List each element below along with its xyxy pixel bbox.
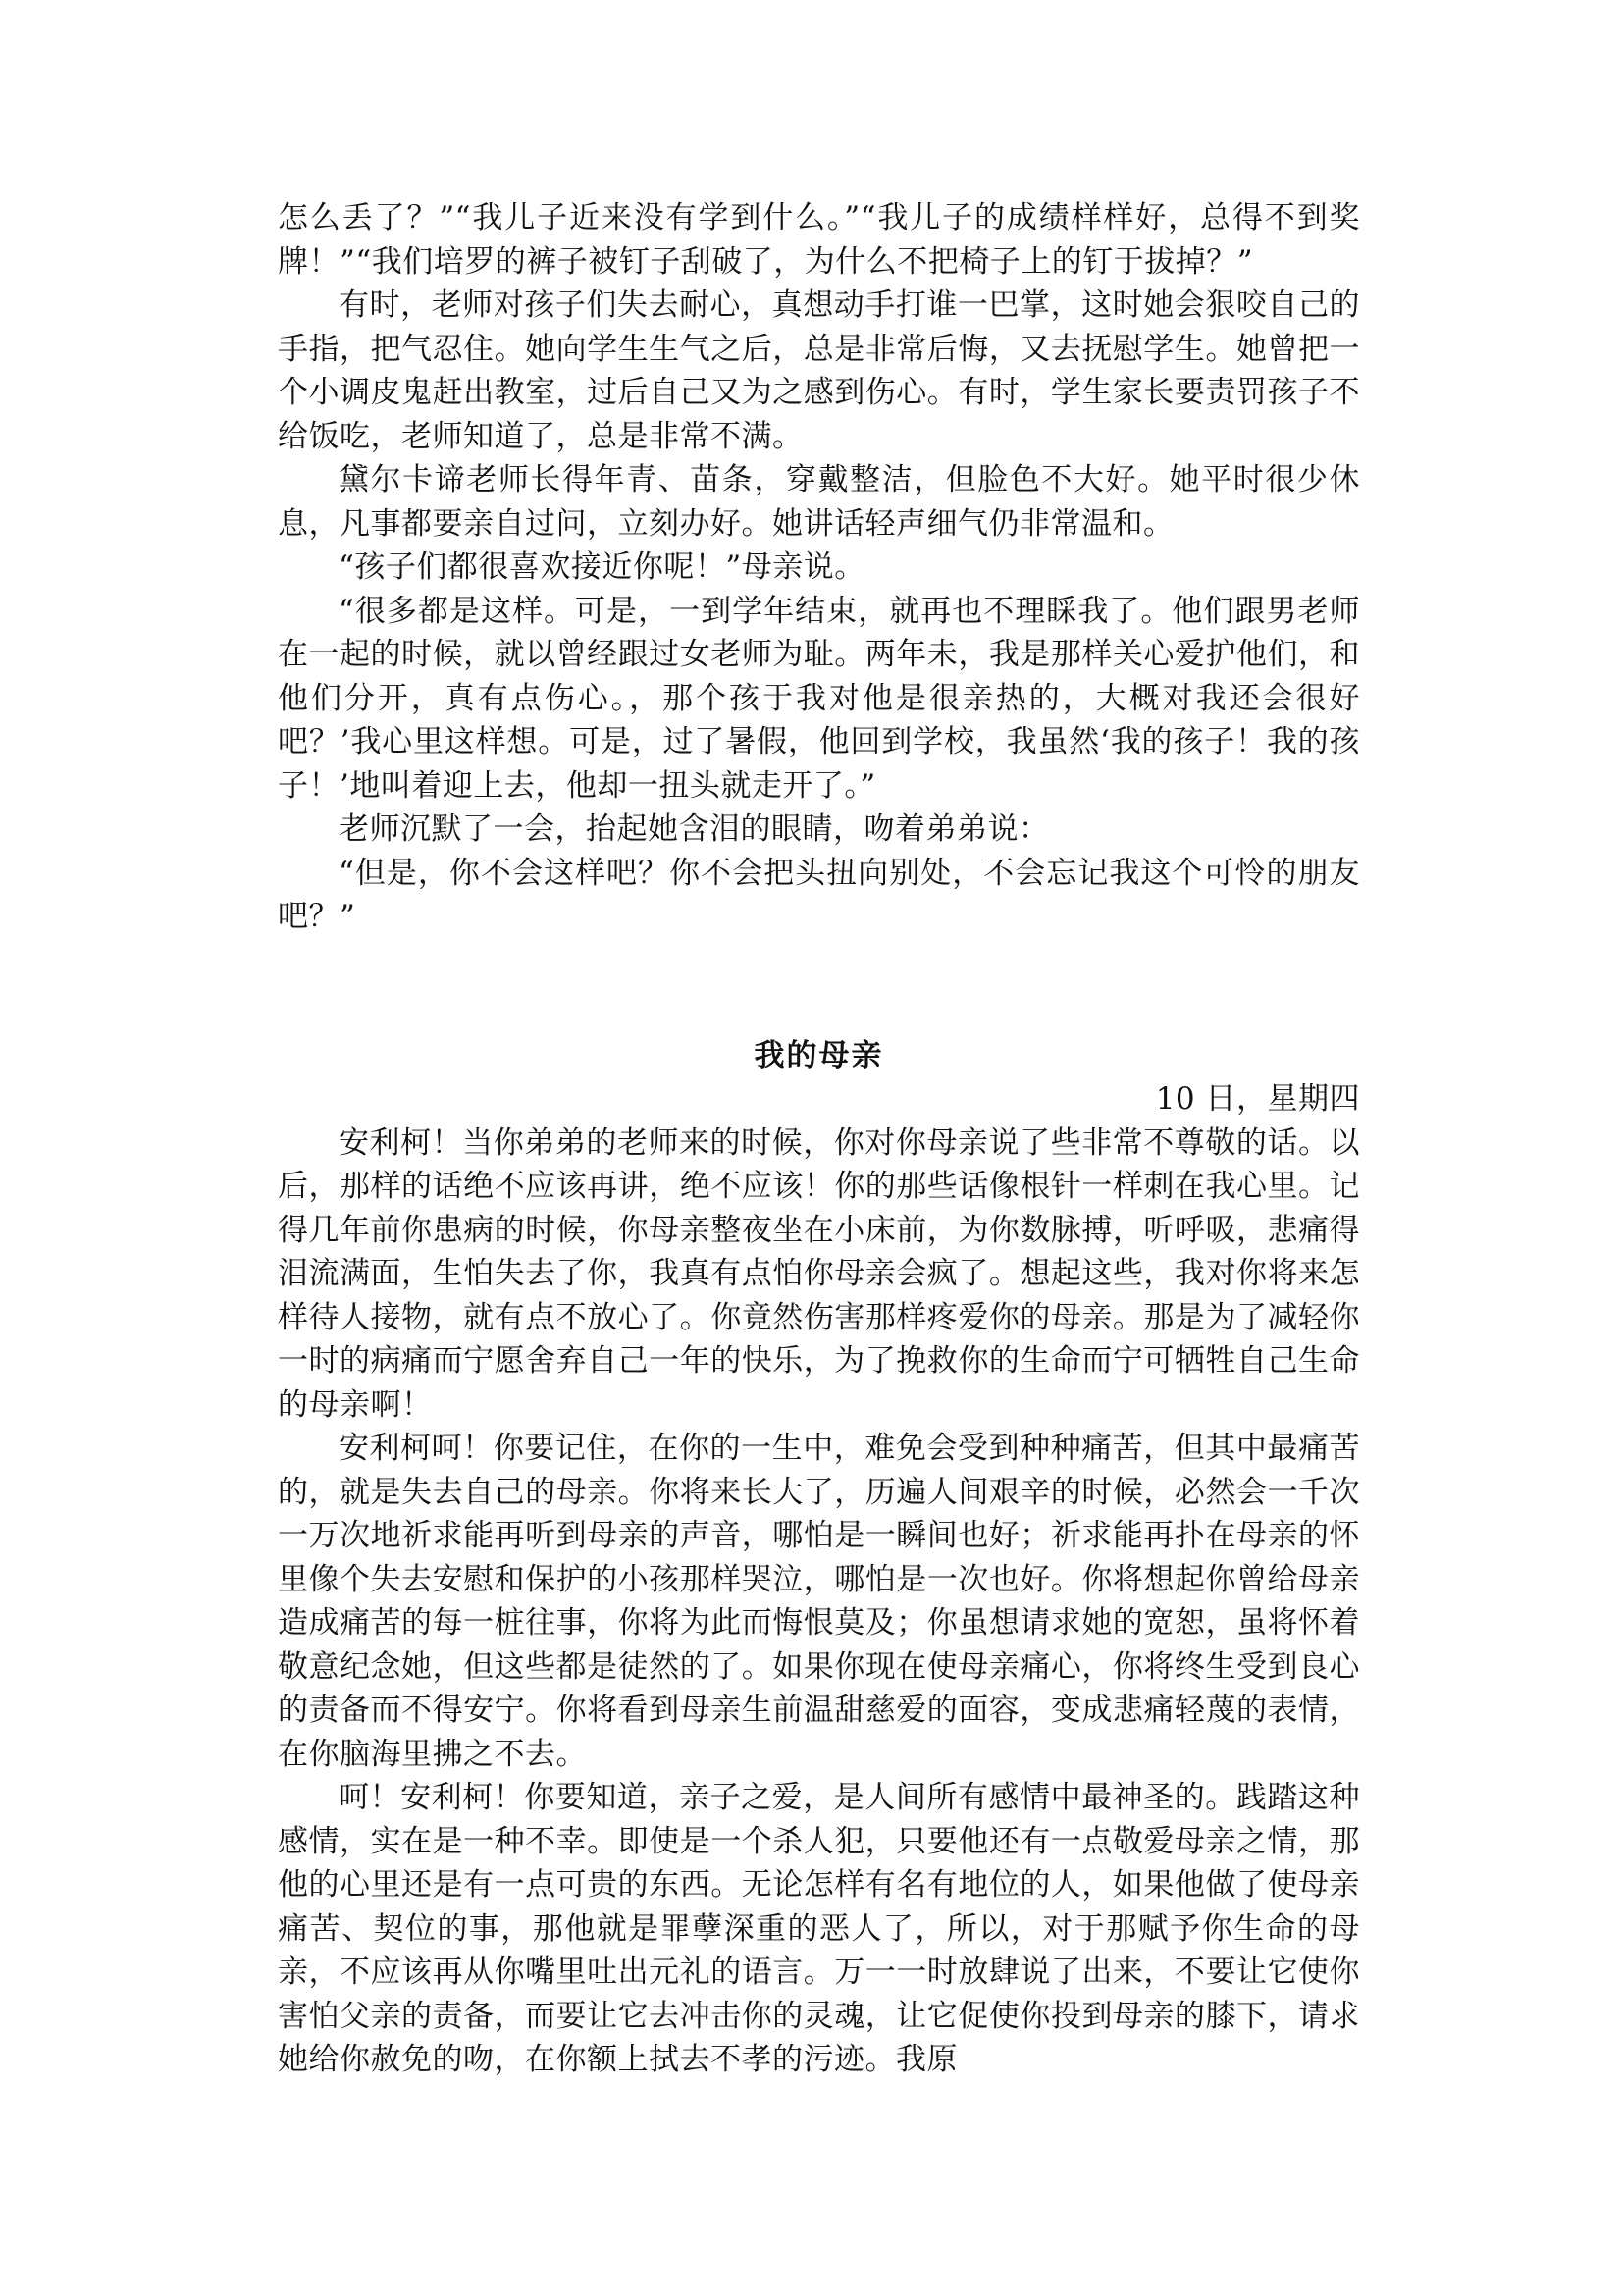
- paragraph-3: 黛尔卡谛老师长得年青、苗条，穿戴整洁，但脸色不大好。她平时很少休息，凡事都要亲自过问，立刻办好。她讲话轻声细气仍非常温和。: [278, 462, 1360, 542]
- section-date: 10 日，星期四: [1155, 1081, 1360, 1117]
- paragraph-5: “很多都是这样。可是，一到学年结束，就再也不理睬我了。他们跟男老师在一起的时候，就以曾经跟过女老师为耻。两年未，我是那样关心爱护他们，和他们分开，真有点伤心。，那个孩于我对他是很亲热的，大概对我还会很好吧？’我心里这样想。可是，过了暑假，他回到学校，我虽然‘我的孩子！我的孩子！’地叫着迎上去，他却一扭头就走开了。”: [278, 593, 1360, 804]
- paragraph-2: 有时，老师对孩子们失去耐心，真想动手打谁一巴掌，这时她会狠咬自己的手指，把气忍住。她向学生生气之后，总是非常后悔，又去抚慰学生。她曾把一个小调皮鬼赶出教室，过后自己又为之感到伤心。有时，学生家长要责罚孩子不给饭吃，老师知道了，总是非常不满。: [278, 287, 1360, 454]
- paragraph-7: “但是，你不会这样吧？你不会把头扭向别处，不会忘记我这个可怜的朋友吧？”: [278, 855, 1360, 934]
- section-spacer: [278, 939, 1360, 1034]
- paragraph-8: 安利柯！当你弟弟的老师来的时候，你对你母亲说了些非常不尊敬的话。以后，那样的话绝不应该再讲，绝不应该！你的那些话像根针一样刺在我心里。记得几年前你患病的时候，你母亲整夜坐在小床前，为你数脉搏，听呼吸，悲痛得泪流满面，生怕失去了你，我真有点怕你母亲会疯了。想起这些，我对你将来怎样待人接物，就有点不放心了。你竟然伤害那样疼爱你的母亲。那是为了减轻你一时的病痛而宁愿舍弃自己一年的快乐，为了挽救你的生命而宁可牺牲自己生命的母亲啊！: [278, 1124, 1360, 1423]
- paragraph-1: 怎么丢了？”“我儿子近来没有学到什么。”“我儿子的成绩样样好，总得不到奖牌！”“我们培罗的裤子被钉子刮破了，为什么不把椅子上的钉于拔掉？”: [278, 200, 1360, 280]
- section-title: 我的母亲: [754, 1037, 884, 1073]
- document-page: [278, 196, 1360, 2082]
- paragraph-4: “孩子们都很喜欢接近你呢！”母亲说。: [339, 549, 865, 585]
- paragraph-9: 安利柯呵！你要记住，在你的一生中，难免会受到种种痛苦，但其中最痛苦的，就是失去自己的母亲。你将来长大了，历遍人间艰辛的时候，必然会一千次一万次地祈求能再听到母亲的声音，哪怕是一瞬间也好；祈求能再扑在母亲的怀里像个失去安慰和保护的小孩那样哭泣，哪怕是一次也好。你将想起你曾给母亲造成痛苦的每一桩往事，你将为此而悔恨莫及；你虽想请求她的宽恕，虽将怀着敬意纪念她，但这些都是徒然的了。如果你现在使母亲痛心，你将终生受到良心的责备而不得安宁。你将看到母亲生前温甜慈爱的面容，变成悲痛轻蔑的表情，在你脑海里拂之不去。: [278, 1431, 1360, 1772]
- paragraph-10: 呵！安利柯！你要知道，亲子之爱，是人间所有感情中最神圣的。践踏这种感情，实在是一种不幸。即使是一个杀人犯，只要他还有一点敬爱母亲之情，那他的心里还是有一点可贵的东西。无论怎样有名有地位的人，如果他做了使母亲痛苦、契位的事，那他就是罪孽深重的恶人了，所以，对于那赋予你生命的母亲，不应该再从你嘴里吐出元礼的语言。万一一时放肆说了出来，不要让它使你害怕父亲的责备，而要让它去冲击你的灵魂，让它促使你投到母亲的膝下，请求她给你赦免的吻，在你额上拭去不孝的污迹。我原: [278, 1780, 1360, 2077]
- paragraph-6: 老师沉默了一会，抬起她含泪的眼睛，吻着弟弟说：: [339, 811, 1050, 847]
